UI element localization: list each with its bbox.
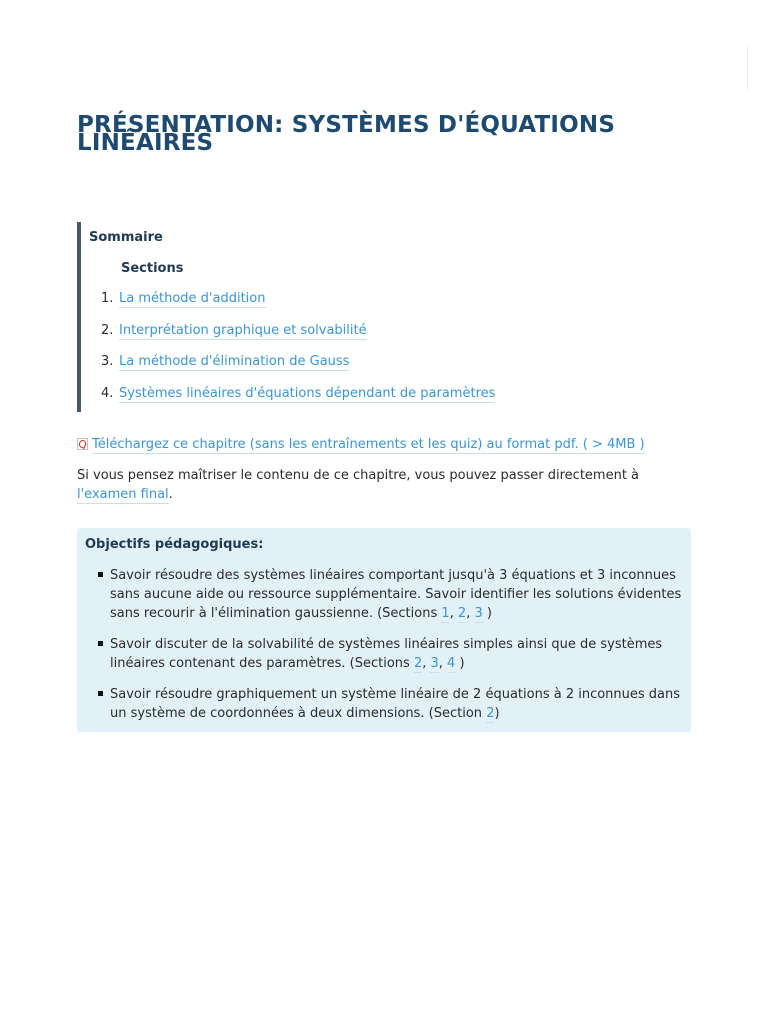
intro-paragraph: [77, 466, 689, 504]
objective-text: Savoir résoudre graphiquement un système linéaire de 2 équations à 2 inconnues dans un système de coordonnées à deux dimensions. (Section: [110, 687, 681, 721]
table-of-contents: [77, 222, 689, 412]
objectives-list: [97, 566, 685, 735]
toc-title: Sommaire: [89, 230, 163, 245]
objective-text: Savoir discuter de la solvabilité de systèmes linéaires simples ainsi que de systèmes linéaires contenant des paramètres. (Sections: [110, 637, 663, 671]
toc-item: [101, 386, 495, 418]
toc-item-number: 2.: [101, 322, 114, 338]
toc-link-addition[interactable]: La méthode d'addition: [119, 291, 266, 306]
section-ref-link[interactable]: 1: [441, 606, 450, 621]
objective-end: ): [494, 706, 500, 721]
page-title: PRÉSENTATION: SYSTÈMES D'ÉQUATIONS LINÉAIRES: [77, 112, 616, 156]
bullet-icon: [98, 641, 103, 646]
toc-item-number: 1.: [101, 291, 114, 306]
intro-end: .: [168, 487, 173, 502]
learning-objectives-box: [77, 528, 691, 732]
toc-link-graphique[interactable]: Interprétation graphique et solvabilité: [119, 322, 367, 338]
toc-item: [101, 291, 495, 323]
objective-end: ): [459, 656, 465, 671]
toc-list: [101, 291, 495, 417]
section-ref-link[interactable]: 2: [486, 706, 495, 721]
pdf-icon[interactable]: [77, 438, 88, 450]
toc-item: [101, 323, 495, 355]
objective-item: [97, 685, 685, 723]
section-ref-link[interactable]: 3: [430, 656, 439, 671]
toc-link-parametres[interactable]: Systèmes linéaires d'équations dépendant de paramètres: [119, 385, 496, 401]
pdf-download: [77, 436, 645, 452]
section-ref-link[interactable]: 2: [413, 656, 423, 671]
pdf-download-link[interactable]: Téléchargez ce chapitre (sans les entraînements et les quiz) au format pdf. ( > 4MB ): [92, 437, 645, 452]
bullet-icon: [98, 572, 103, 577]
objective-text: Savoir résoudre des systèmes linéaires comportant jusqu'à 3 équations et 3 inconnues sans aucune aide ou ressource supplémentaire. Savoir identifier les solutions évidentes sans recourir à l'élimination gaussienne. (Sections: [110, 568, 682, 621]
toc-subtitle: Sections: [121, 261, 184, 276]
bullet-icon: [98, 691, 103, 696]
toc-link-gauss[interactable]: La méthode d'élimination de Gauss: [119, 354, 350, 369]
section-ref-link[interactable]: 3: [474, 606, 483, 621]
objective-end: ): [486, 606, 492, 621]
scroll-edge: [747, 46, 748, 90]
intro-text: Si vous pensez maîtriser le contenu de ce chapitre, vous pouvez passer directement à: [77, 468, 640, 483]
section-ref-link[interactable]: 2: [457, 606, 467, 621]
objective-item: Savoir discuter de la solvabilité de systèmes linéaires simples ainsi que de systèmes linéaires contenant des paramètres. (Sections 2, 3, 4 ): [97, 635, 685, 673]
section-ref-link[interactable]: 4: [447, 656, 456, 671]
toc-item: [101, 354, 495, 386]
toc-item-number: 4.: [101, 385, 114, 401]
final-exam-link[interactable]: l'examen final: [77, 487, 169, 502]
toc-item-number: 3.: [101, 354, 114, 369]
objectives-title: Objectifs pédagogiques:: [85, 537, 264, 552]
objective-item: Savoir résoudre des systèmes linéaires comportant jusqu'à 3 équations et 3 inconnues sans aucune aide ou ressource supplémentaire. Savoir identifier les solutions évidentes sans recourir à l'élimination gaussienne. (Sections 1, 2, 3 ): [97, 566, 685, 623]
